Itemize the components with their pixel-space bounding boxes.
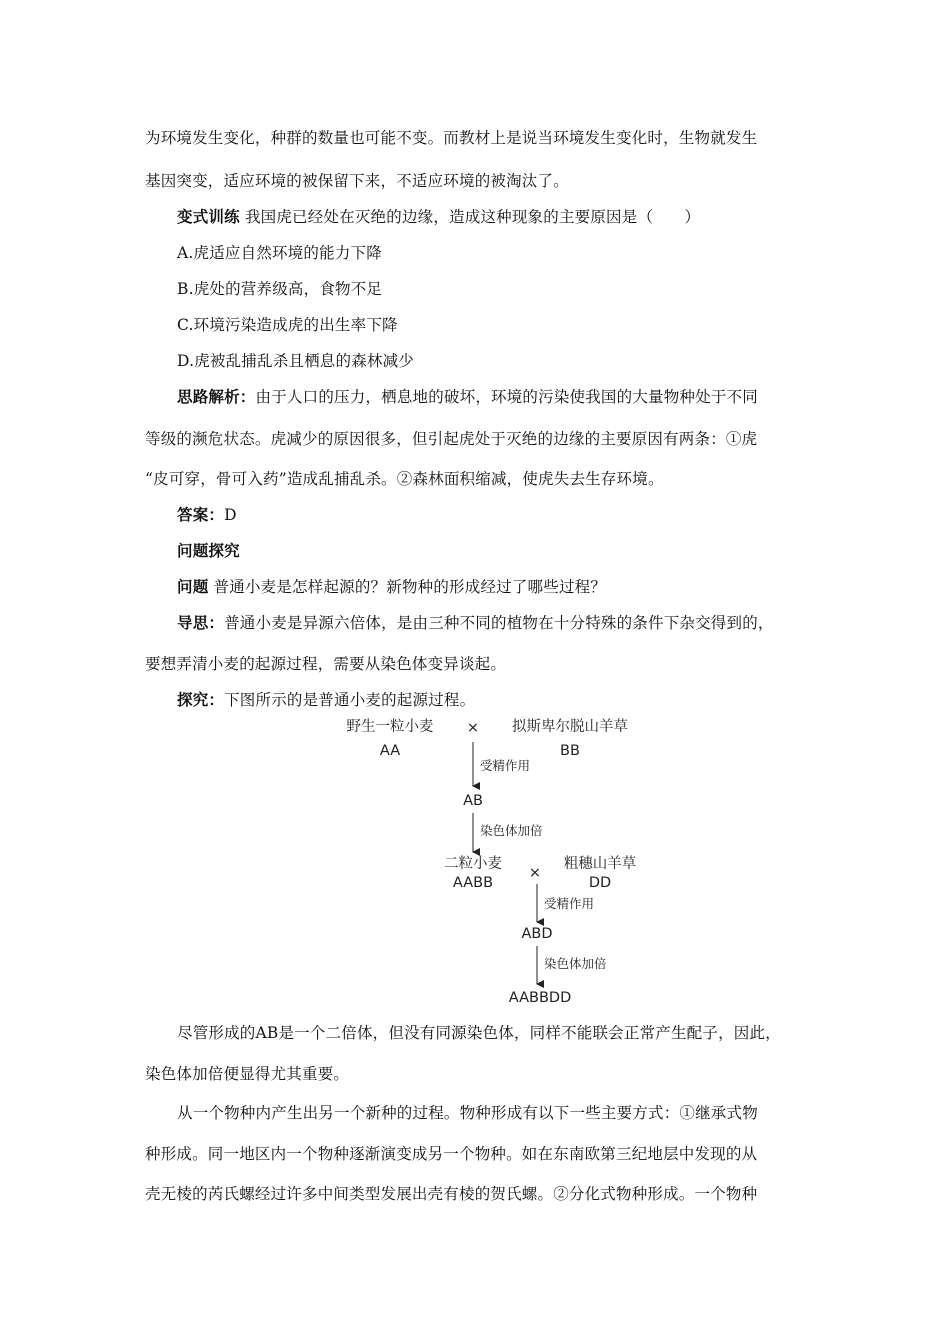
parent2-genome: BB	[560, 743, 580, 759]
cross-symbol-1: ×	[466, 720, 480, 736]
p2-line1: 尽管形成的AB是一个二倍体，但没有同源染色体，同样不能联会正常产生配子，因此，	[177, 1024, 781, 1042]
answer-line	[177, 503, 237, 525]
cross-symbol-2: ×	[528, 865, 542, 881]
question-line	[177, 575, 606, 597]
option-a: A.虎适应自然环境的能力下降	[177, 244, 382, 262]
option-c: C.环境污染造成虎的出生率下降	[177, 316, 398, 334]
step-fertilization-1: 受精作用	[480, 758, 531, 773]
p3-line3: 壳无棱的芮氏螺经过许多中间类型发展出壳有棱的贺氏螺。②分化式物种形成。一个物种	[145, 1185, 758, 1203]
explore-label: 探究：	[177, 690, 225, 709]
guide-line2: 要想弄清小麦的起源过程，需要从染色体变异谈起。	[145, 655, 507, 673]
parent4-genome: DD	[588, 875, 612, 891]
p3-line1: 从一个物种内产生出另一个新种的过程。物种形成有以下一些主要方式：①继承式物	[177, 1104, 758, 1122]
parent4-name: 粗穗山羊草	[563, 856, 637, 872]
analysis-line3: “皮可穿，骨可入药”造成乱捕乱杀。②森林面积缩减，使虎失去生存环境。	[145, 470, 664, 488]
step-fertilization-2: 受精作用	[544, 896, 595, 911]
p3-line2: 种形成。同一地区内一个物种逐渐演变成另一个物种。如在东南欧第三纪地层中发现的从	[145, 1145, 758, 1163]
guide-text: 普通小麦是异源六倍体，是由三种不同的植物在十分特殊的条件下杂交得到的，	[224, 614, 774, 632]
parent3-genome: AABB	[452, 875, 494, 891]
hybrid-abd: ABD	[521, 926, 553, 942]
analysis-text: 由于人口的压力，栖息地的破坏，环境的污染使我国的大量物种处于不同	[255, 388, 758, 406]
answer-label: 答案：	[177, 505, 225, 524]
step-doubling-1: 染色体加倍	[480, 823, 543, 838]
answer-value: D	[224, 506, 237, 524]
final-genome: AABBDD	[508, 990, 572, 1006]
guide-line1	[177, 611, 774, 633]
parent2-name: 拟斯卑尔脱山羊草	[512, 719, 628, 735]
analysis-label: 思路解析：	[177, 387, 256, 406]
guide-label: 导思：	[177, 613, 225, 632]
parent1-name: 野生一粒小麦	[346, 719, 434, 735]
explore-line	[177, 688, 475, 710]
question-label: 问题	[177, 577, 209, 596]
hybrid-ab: AB	[463, 793, 483, 809]
wheat-origin-diagram	[330, 712, 670, 1007]
question-text: 普通小麦是怎样起源的？新物种的形成经过了哪些过程？	[213, 578, 607, 596]
step-doubling-2: 染色体加倍	[544, 956, 607, 971]
option-b: B.虎处的营养级高，食物不足	[177, 280, 383, 298]
option-d: D.虎被乱捕乱杀且栖息的森林减少	[177, 352, 415, 370]
p1-line2: 基因突变，适应环境的被保留下来，不适应环境的被淘汰了。	[145, 172, 569, 190]
analysis-line2: 等级的濒危状态。虎减少的原因很多，但引起虎处于灭绝的边缘的主要原因有两条：①虎	[145, 430, 758, 448]
analysis-line1	[177, 385, 758, 407]
p1-line1: 为环境发生变化，种群的数量也可能不变。而教材上是说当环境发生变化时，生物就发生	[145, 129, 758, 147]
parent1-genome: AA	[379, 743, 401, 759]
inquiry-heading: 问题探究	[177, 541, 240, 560]
explore-text: 下图所示的是普通小麦的起源过程。	[224, 691, 476, 709]
exercise-line	[177, 205, 700, 227]
p2-line2: 染色体加倍便显得尤其重要。	[145, 1065, 350, 1083]
exercise-text: 我国虎已经处在灭绝的边缘，造成这种现象的主要原因是（ ）	[244, 208, 701, 226]
parent3-name: 二粒小麦	[444, 856, 502, 872]
exercise-label: 变式训练	[177, 207, 240, 226]
